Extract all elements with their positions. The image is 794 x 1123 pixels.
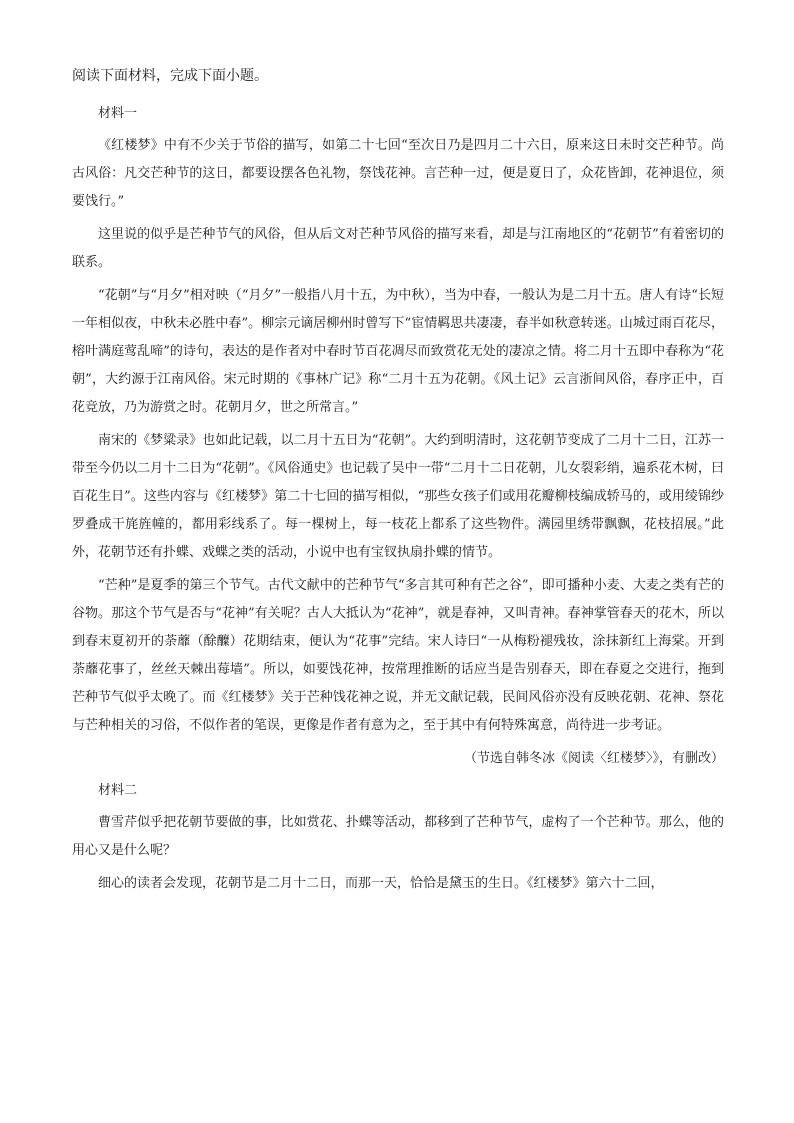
material-two-section	[72, 777, 724, 898]
material-one-section	[72, 100, 724, 773]
material-one-paragraph-1: 《红楼梦》中有不少关于节俗的描写，如第二十七回“至次日乃是四月二十六日，原来这日未时交芒种节。尚古风俗：凡交芒种节的这日，都要设摆各色礼物，祭饯花神。言芒种一过，便是夏日了，众花皆卸，花神退位，须要饯行。”	[72, 138, 724, 209]
material-one-paragraph-5: “芒种”是夏季的第三个节气。古代文献中的芒种节气“多言其可种有芒之谷”，即可播种小麦、大麦之类有芒的谷物。那这个节气是否与“花神”有关呢？古人大抵认为“花神”，就是春神，又叫青神。春神掌管春天的花木，所以到春末夏初开的荼蘼（酴醾）花期结束，便认为“花事”完结。宋人诗曰“一从梅粉褪残妆，涂抹新红上海棠。开到荼蘼花事了，丝丝天棘出莓墙”。所以，如要饯花神，按常理推断的话应当是告别春天，即在春夏之交进行，拖到芒种节气似乎太晚了。而《红楼梦》关于芒种饯花神之说，并无文献记载，民间风俗亦没有反映花朝、花神、祭花与芒种相关的习俗，不似作者的笔误，更像是作者有意为之，至于其中有何特殊寓意，尚待进一步考证。	[72, 578, 724, 733]
document-page	[72, 62, 724, 903]
material-one-paragraph-4: 南宋的《梦粱录》也如此记载，以二月十五日为“花朝”。大约到明清时，这花朝节变成了二月十二日，江苏一带至今仍以二月十二日为“花朝”。《风俗通史》也记载了吴中一带“二月十二日花朝，儿女裂彩绡，遍系花木树，曰百花生日”。这些内容与《红楼梦》第二十七回的描写相似，“那些女孩子们或用花瓣柳枝编成轿马的，或用绫锦纱罗叠成干旄旌幢的，都用彩线系了。每一棵树上，每一枝花上都系了这些物件。满园里绣带飘飘，花枝招展。”此外，花朝节还有扑蝶、戏蝶之类的活动，小说中也有宝钗执扇扑蝶的情节。	[72, 433, 724, 560]
instruction-text: 阅读下面材料，完成下面小题。	[72, 68, 268, 84]
material-one-heading: 材料一	[98, 106, 138, 121]
material-two-paragraph-1: 曹雪芹似乎把花朝节要做的事，比如赏花、扑蝶等活动，都移到了芒种节气，虚构了一个芒种节。那么，他的用心又是什么呢？	[72, 815, 724, 858]
material-two-paragraph-2: 细心的读者会发现，花朝节是二月十二日，而那一天，恰恰是黛玉的生日。《红楼梦》第六十二回，	[98, 876, 664, 891]
material-one-paragraph-3: “花朝”与“月夕”相对映（“月夕”一般指八月十五，为中秋），当为中春，一般认为是二月十五。唐人有诗“长短一年相似夜，中秋未必胜中春”。柳宗元谪居柳州时曾写下“宦情羁思共凄凄，春半如秋意转迷。山城过雨百花尽，榕叶满庭莺乱啼”的诗句，表达的是作者对中春时节百花凋尽而致赏花无处的凄凉之情。将二月十五即中春称为“花朝”，大约源于江南风俗。宋元时期的《事林广记》称“二月十五为花朝。《风土记》云言浙间风俗，春序正中，百花竞放，乃为游赏之时。花朝月夕，世之所常言。”	[72, 288, 724, 415]
material-two-heading: 材料二	[98, 783, 138, 798]
material-one-paragraph-2: 这里说的似乎是芒种节气的风俗，但从后文对芒种节风俗的描写来看，却是与江南地区的“花朝节”有着密切的联系。	[72, 227, 724, 270]
material-one-source: （节选自韩冬冰《阅读〈红楼梦〉》，有删改）	[463, 751, 724, 766]
